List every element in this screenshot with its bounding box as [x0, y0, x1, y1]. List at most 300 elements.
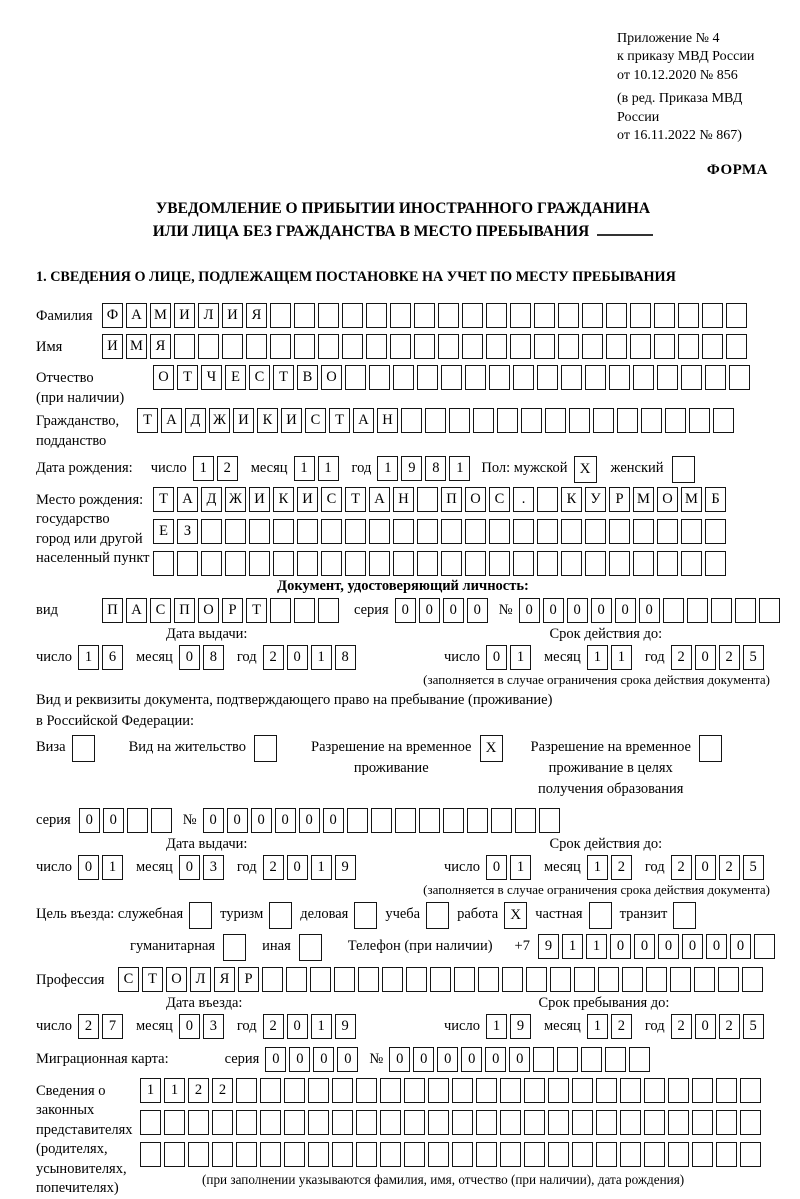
doc-number-field[interactable] — [519, 598, 783, 623]
char-cell[interactable]: И — [222, 303, 243, 328]
char-cell[interactable]: 3 — [203, 855, 224, 880]
char-cell[interactable] — [620, 1110, 641, 1135]
char-cell[interactable]: Л — [190, 967, 211, 992]
char-cell[interactable] — [510, 303, 531, 328]
char-cell[interactable]: И — [281, 408, 302, 433]
char-cell[interactable]: Ф — [102, 303, 123, 328]
char-cell[interactable] — [681, 365, 702, 390]
char-cell[interactable] — [754, 934, 775, 959]
birthplace-row3-field[interactable] — [153, 551, 729, 576]
char-cell[interactable]: 1 — [311, 855, 332, 880]
char-cell[interactable] — [417, 487, 438, 512]
entry-month-field[interactable] — [179, 1014, 227, 1039]
char-cell[interactable] — [596, 1110, 617, 1135]
char-cell[interactable]: 1 — [486, 1014, 507, 1039]
char-cell[interactable]: Ч — [201, 365, 222, 390]
birth-month-field[interactable] — [294, 456, 342, 481]
char-cell[interactable]: С — [150, 598, 171, 623]
char-cell[interactable]: 0 — [275, 808, 296, 833]
char-cell[interactable]: 0 — [323, 808, 344, 833]
char-cell[interactable]: 9 — [401, 456, 422, 481]
char-cell[interactable] — [644, 1078, 665, 1103]
char-cell[interactable]: 0 — [610, 934, 631, 959]
char-cell[interactable] — [369, 365, 390, 390]
char-cell[interactable] — [465, 365, 486, 390]
mig-series-field[interactable] — [265, 1047, 361, 1072]
char-cell[interactable] — [524, 1110, 545, 1135]
char-cell[interactable] — [726, 334, 747, 359]
char-cell[interactable] — [606, 334, 627, 359]
char-cell[interactable] — [702, 334, 723, 359]
char-cell[interactable] — [657, 519, 678, 544]
entry-day-field[interactable] — [78, 1014, 126, 1039]
char-cell[interactable] — [406, 967, 427, 992]
char-cell[interactable] — [539, 808, 560, 833]
char-cell[interactable] — [510, 334, 531, 359]
char-cell[interactable]: К — [257, 408, 278, 433]
char-cell[interactable]: Ж — [209, 408, 230, 433]
stay-issue-month-field[interactable] — [179, 855, 227, 880]
char-cell[interactable]: 0 — [467, 598, 488, 623]
char-cell[interactable]: 2 — [263, 855, 284, 880]
char-cell[interactable] — [572, 1078, 593, 1103]
char-cell[interactable] — [366, 303, 387, 328]
char-cell[interactable]: Т — [345, 487, 366, 512]
char-cell[interactable] — [513, 365, 534, 390]
char-cell[interactable]: 1 — [510, 855, 531, 880]
mig-number-field[interactable] — [389, 1047, 653, 1072]
char-cell[interactable] — [177, 551, 198, 576]
char-cell[interactable] — [332, 1110, 353, 1135]
char-cell[interactable] — [644, 1142, 665, 1167]
char-cell[interactable]: Т — [137, 408, 158, 433]
char-cell[interactable] — [201, 519, 222, 544]
char-cell[interactable]: 0 — [437, 1047, 458, 1072]
char-cell[interactable] — [548, 1110, 569, 1135]
char-cell[interactable]: М — [681, 487, 702, 512]
char-cell[interactable] — [515, 808, 536, 833]
char-cell[interactable] — [430, 967, 451, 992]
char-cell[interactable]: О — [198, 598, 219, 623]
char-cell[interactable]: С — [249, 365, 270, 390]
char-cell[interactable] — [321, 551, 342, 576]
char-cell[interactable] — [284, 1110, 305, 1135]
char-cell[interactable] — [404, 1078, 425, 1103]
char-cell[interactable]: П — [174, 598, 195, 623]
char-cell[interactable]: Б — [705, 487, 726, 512]
purpose-tourism-checkbox[interactable] — [269, 902, 292, 929]
char-cell[interactable] — [153, 551, 174, 576]
char-cell[interactable] — [222, 334, 243, 359]
char-cell[interactable]: Р — [222, 598, 243, 623]
valid-month-field[interactable] — [587, 645, 635, 670]
char-cell[interactable] — [545, 408, 566, 433]
char-cell[interactable] — [441, 365, 462, 390]
purpose-business-checkbox[interactable] — [354, 902, 377, 929]
char-cell[interactable] — [212, 1110, 233, 1135]
char-cell[interactable]: 0 — [227, 808, 248, 833]
char-cell[interactable] — [462, 334, 483, 359]
char-cell[interactable] — [428, 1078, 449, 1103]
char-cell[interactable] — [462, 303, 483, 328]
char-cell[interactable] — [404, 1110, 425, 1135]
char-cell[interactable]: П — [441, 487, 462, 512]
char-cell[interactable]: З — [177, 519, 198, 544]
char-cell[interactable] — [127, 808, 148, 833]
char-cell[interactable]: 2 — [719, 855, 740, 880]
birth-day-field[interactable] — [193, 456, 241, 481]
char-cell[interactable] — [489, 551, 510, 576]
char-cell[interactable]: О — [465, 487, 486, 512]
char-cell[interactable]: 2 — [212, 1078, 233, 1103]
char-cell[interactable] — [561, 551, 582, 576]
char-cell[interactable] — [740, 1078, 761, 1103]
char-cell[interactable]: 0 — [179, 855, 200, 880]
char-cell[interactable] — [369, 551, 390, 576]
char-cell[interactable] — [646, 967, 667, 992]
char-cell[interactable]: 0 — [634, 934, 655, 959]
char-cell[interactable]: И — [233, 408, 254, 433]
char-cell[interactable] — [318, 334, 339, 359]
char-cell[interactable] — [572, 1142, 593, 1167]
female-checkbox[interactable] — [672, 456, 695, 483]
char-cell[interactable] — [670, 967, 691, 992]
char-cell[interactable] — [705, 519, 726, 544]
char-cell[interactable] — [249, 519, 270, 544]
char-cell[interactable] — [452, 1078, 473, 1103]
char-cell[interactable] — [262, 967, 283, 992]
entry-year-field[interactable] — [263, 1014, 359, 1039]
char-cell[interactable]: 0 — [337, 1047, 358, 1072]
char-cell[interactable]: 0 — [695, 1014, 716, 1039]
doc-type-field[interactable] — [102, 598, 342, 623]
char-cell[interactable] — [284, 1142, 305, 1167]
char-cell[interactable]: 0 — [591, 598, 612, 623]
char-cell[interactable]: 0 — [519, 598, 540, 623]
char-cell[interactable]: 0 — [103, 808, 124, 833]
char-cell[interactable]: 2 — [611, 855, 632, 880]
char-cell[interactable] — [201, 551, 222, 576]
char-cell[interactable] — [236, 1078, 257, 1103]
issue-year-field[interactable] — [263, 645, 359, 670]
char-cell[interactable] — [297, 519, 318, 544]
char-cell[interactable] — [585, 551, 606, 576]
char-cell[interactable]: 0 — [658, 934, 679, 959]
char-cell[interactable] — [702, 303, 723, 328]
char-cell[interactable]: 2 — [188, 1078, 209, 1103]
char-cell[interactable] — [428, 1110, 449, 1135]
char-cell[interactable] — [297, 551, 318, 576]
citizenship-field[interactable] — [137, 408, 737, 433]
char-cell[interactable] — [513, 519, 534, 544]
char-cell[interactable] — [620, 1142, 641, 1167]
char-cell[interactable]: Т — [177, 365, 198, 390]
char-cell[interactable] — [260, 1110, 281, 1135]
char-cell[interactable] — [404, 1142, 425, 1167]
char-cell[interactable] — [537, 365, 558, 390]
char-cell[interactable] — [622, 967, 643, 992]
char-cell[interactable] — [332, 1078, 353, 1103]
temp-residence-edu-checkbox[interactable] — [699, 735, 722, 762]
char-cell[interactable] — [380, 1142, 401, 1167]
char-cell[interactable] — [369, 519, 390, 544]
char-cell[interactable] — [465, 519, 486, 544]
purpose-work-checkbox[interactable]: X — [504, 902, 527, 929]
char-cell[interactable] — [249, 551, 270, 576]
char-cell[interactable]: 9 — [510, 1014, 531, 1039]
char-cell[interactable] — [534, 334, 555, 359]
char-cell[interactable] — [609, 551, 630, 576]
char-cell[interactable]: 0 — [706, 934, 727, 959]
char-cell[interactable] — [689, 408, 710, 433]
char-cell[interactable]: 2 — [671, 645, 692, 670]
char-cell[interactable] — [585, 365, 606, 390]
char-cell[interactable]: 0 — [486, 855, 507, 880]
char-cell[interactable]: 0 — [443, 598, 464, 623]
char-cell[interactable] — [414, 303, 435, 328]
char-cell[interactable]: Л — [198, 303, 219, 328]
char-cell[interactable]: 0 — [413, 1047, 434, 1072]
char-cell[interactable] — [236, 1110, 257, 1135]
char-cell[interactable]: 0 — [639, 598, 660, 623]
char-cell[interactable]: 1 — [318, 456, 339, 481]
char-cell[interactable]: Н — [393, 487, 414, 512]
char-cell[interactable] — [260, 1142, 281, 1167]
char-cell[interactable]: 5 — [743, 1014, 764, 1039]
char-cell[interactable]: Е — [153, 519, 174, 544]
char-cell[interactable]: 1 — [510, 645, 531, 670]
char-cell[interactable] — [380, 1078, 401, 1103]
char-cell[interactable] — [605, 1047, 626, 1072]
char-cell[interactable] — [140, 1110, 161, 1135]
char-cell[interactable] — [742, 967, 763, 992]
char-cell[interactable] — [467, 808, 488, 833]
char-cell[interactable]: 1 — [562, 934, 583, 959]
char-cell[interactable] — [716, 1078, 737, 1103]
char-cell[interactable]: 0 — [289, 1047, 310, 1072]
char-cell[interactable] — [654, 334, 675, 359]
char-cell[interactable]: 2 — [78, 1014, 99, 1039]
char-cell[interactable] — [609, 519, 630, 544]
char-cell[interactable] — [500, 1110, 521, 1135]
char-cell[interactable]: 0 — [313, 1047, 334, 1072]
char-cell[interactable] — [497, 408, 518, 433]
char-cell[interactable] — [692, 1078, 713, 1103]
char-cell[interactable]: 1 — [164, 1078, 185, 1103]
char-cell[interactable] — [681, 519, 702, 544]
char-cell[interactable] — [657, 551, 678, 576]
char-cell[interactable] — [681, 551, 702, 576]
char-cell[interactable]: Ж — [225, 487, 246, 512]
char-cell[interactable] — [550, 967, 571, 992]
stay-number-field[interactable] — [203, 808, 563, 833]
char-cell[interactable] — [441, 519, 462, 544]
char-cell[interactable]: 8 — [425, 456, 446, 481]
char-cell[interactable]: . — [513, 487, 534, 512]
char-cell[interactable]: 0 — [730, 934, 751, 959]
char-cell[interactable] — [716, 1110, 737, 1135]
char-cell[interactable] — [358, 967, 379, 992]
char-cell[interactable] — [318, 303, 339, 328]
char-cell[interactable] — [390, 334, 411, 359]
char-cell[interactable] — [633, 519, 654, 544]
char-cell[interactable]: 1 — [611, 645, 632, 670]
stay-issue-year-field[interactable] — [263, 855, 359, 880]
char-cell[interactable]: А — [126, 303, 147, 328]
char-cell[interactable]: 0 — [485, 1047, 506, 1072]
char-cell[interactable]: 0 — [695, 855, 716, 880]
char-cell[interactable]: А — [353, 408, 374, 433]
char-cell[interactable] — [620, 1078, 641, 1103]
char-cell[interactable] — [332, 1142, 353, 1167]
char-cell[interactable] — [393, 551, 414, 576]
char-cell[interactable] — [390, 303, 411, 328]
char-cell[interactable] — [428, 1142, 449, 1167]
char-cell[interactable] — [582, 303, 603, 328]
char-cell[interactable] — [526, 967, 547, 992]
char-cell[interactable]: И — [102, 334, 123, 359]
char-cell[interactable]: 0 — [509, 1047, 530, 1072]
char-cell[interactable] — [449, 408, 470, 433]
char-cell[interactable]: 1 — [587, 645, 608, 670]
stay-series-field[interactable] — [79, 808, 175, 833]
char-cell[interactable] — [476, 1110, 497, 1135]
char-cell[interactable]: 0 — [203, 808, 224, 833]
char-cell[interactable]: К — [561, 487, 582, 512]
char-cell[interactable]: С — [489, 487, 510, 512]
char-cell[interactable] — [718, 967, 739, 992]
char-cell[interactable] — [401, 408, 422, 433]
issue-month-field[interactable] — [179, 645, 227, 670]
char-cell[interactable] — [417, 365, 438, 390]
char-cell[interactable] — [294, 303, 315, 328]
char-cell[interactable] — [663, 598, 684, 623]
char-cell[interactable]: 1 — [587, 855, 608, 880]
char-cell[interactable] — [476, 1142, 497, 1167]
char-cell[interactable] — [502, 967, 523, 992]
char-cell[interactable] — [452, 1142, 473, 1167]
purpose-official-checkbox[interactable] — [189, 902, 212, 929]
char-cell[interactable] — [633, 551, 654, 576]
char-cell[interactable] — [417, 551, 438, 576]
char-cell[interactable] — [225, 551, 246, 576]
char-cell[interactable] — [534, 303, 555, 328]
char-cell[interactable] — [425, 408, 446, 433]
char-cell[interactable] — [694, 967, 715, 992]
char-cell[interactable] — [286, 967, 307, 992]
char-cell[interactable] — [657, 365, 678, 390]
char-cell[interactable] — [236, 1142, 257, 1167]
char-cell[interactable]: Д — [185, 408, 206, 433]
char-cell[interactable]: 1 — [193, 456, 214, 481]
char-cell[interactable] — [687, 598, 708, 623]
char-cell[interactable] — [318, 598, 339, 623]
char-cell[interactable]: Т — [329, 408, 350, 433]
char-cell[interactable] — [310, 967, 331, 992]
char-cell[interactable] — [596, 1142, 617, 1167]
char-cell[interactable]: 1 — [294, 456, 315, 481]
stay-issue-day-field[interactable] — [78, 855, 126, 880]
char-cell[interactable] — [735, 598, 756, 623]
char-cell[interactable]: А — [369, 487, 390, 512]
char-cell[interactable] — [356, 1078, 377, 1103]
char-cell[interactable] — [246, 334, 267, 359]
purpose-private-checkbox[interactable] — [589, 902, 612, 929]
char-cell[interactable]: Я — [214, 967, 235, 992]
purpose-transit-checkbox[interactable] — [673, 902, 696, 929]
char-cell[interactable] — [537, 519, 558, 544]
stay-day-field[interactable] — [486, 1014, 534, 1039]
valid-day-field[interactable] — [486, 645, 534, 670]
char-cell[interactable] — [500, 1078, 521, 1103]
char-cell[interactable] — [443, 808, 464, 833]
char-cell[interactable]: О — [153, 365, 174, 390]
char-cell[interactable] — [705, 365, 726, 390]
char-cell[interactable] — [164, 1110, 185, 1135]
char-cell[interactable] — [558, 303, 579, 328]
legal-rep-row2-field[interactable] — [140, 1110, 764, 1135]
visa-checkbox[interactable] — [72, 735, 95, 762]
char-cell[interactable]: Т — [246, 598, 267, 623]
char-cell[interactable] — [678, 303, 699, 328]
char-cell[interactable] — [585, 519, 606, 544]
char-cell[interactable] — [270, 598, 291, 623]
char-cell[interactable] — [533, 1047, 554, 1072]
char-cell[interactable]: Н — [377, 408, 398, 433]
char-cell[interactable] — [188, 1110, 209, 1135]
char-cell[interactable] — [561, 365, 582, 390]
char-cell[interactable] — [342, 334, 363, 359]
char-cell[interactable] — [537, 551, 558, 576]
char-cell[interactable] — [668, 1142, 689, 1167]
char-cell[interactable] — [414, 334, 435, 359]
char-cell[interactable]: В — [297, 365, 318, 390]
char-cell[interactable]: 0 — [299, 808, 320, 833]
char-cell[interactable] — [569, 408, 590, 433]
char-cell[interactable] — [692, 1142, 713, 1167]
char-cell[interactable]: 0 — [543, 598, 564, 623]
char-cell[interactable] — [382, 967, 403, 992]
char-cell[interactable] — [395, 808, 416, 833]
char-cell[interactable] — [334, 967, 355, 992]
residence-permit-checkbox[interactable] — [254, 735, 277, 762]
char-cell[interactable] — [606, 303, 627, 328]
char-cell[interactable] — [581, 1047, 602, 1072]
char-cell[interactable]: Т — [142, 967, 163, 992]
char-cell[interactable] — [284, 1078, 305, 1103]
char-cell[interactable]: 0 — [179, 1014, 200, 1039]
char-cell[interactable]: 1 — [587, 1014, 608, 1039]
char-cell[interactable] — [273, 551, 294, 576]
char-cell[interactable] — [548, 1142, 569, 1167]
char-cell[interactable] — [558, 334, 579, 359]
char-cell[interactable] — [476, 1078, 497, 1103]
char-cell[interactable]: Е — [225, 365, 246, 390]
char-cell[interactable]: М — [126, 334, 147, 359]
char-cell[interactable]: 1 — [586, 934, 607, 959]
char-cell[interactable] — [308, 1078, 329, 1103]
char-cell[interactable] — [598, 967, 619, 992]
char-cell[interactable] — [713, 408, 734, 433]
char-cell[interactable]: О — [321, 365, 342, 390]
char-cell[interactable] — [729, 365, 750, 390]
char-cell[interactable] — [151, 808, 172, 833]
char-cell[interactable] — [212, 1142, 233, 1167]
char-cell[interactable]: 8 — [203, 645, 224, 670]
surname-field[interactable] — [102, 303, 750, 328]
char-cell[interactable]: 0 — [287, 855, 308, 880]
char-cell[interactable]: Т — [273, 365, 294, 390]
